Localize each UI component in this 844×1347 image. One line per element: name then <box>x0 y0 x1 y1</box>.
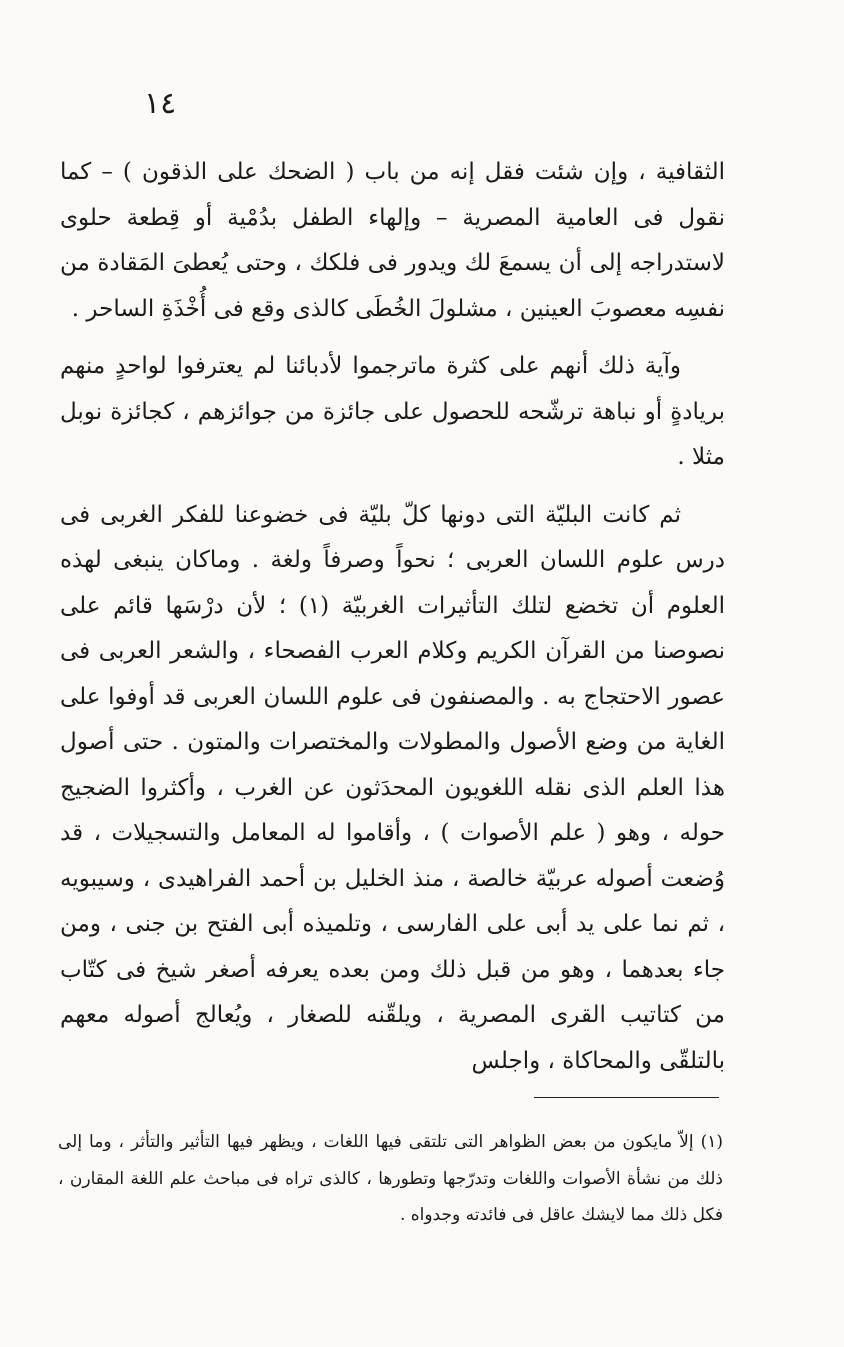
footnote <box>58 1124 723 1234</box>
paragraph: الثقافية ، وإن شئت فقل إنه من باب ( الضحك على الذقون ) – كما نقول فى العامية المصرية – وإلهاء الطفل بدُمْية أو قِطعة حلوى لاستدراجه إلى أن يسمعَ لك ويدور فى فلكك ، وحتى يُعطىَ المَقادة من نفسِه معصوبَ العينين ، مشلولَ الخُطَى كالذى وقع فى أُخْذَةِ الساحر . <box>60 159 725 322</box>
footnote-separator <box>534 1097 719 1098</box>
page-number: ١٤ <box>144 86 177 121</box>
paragraph: وآية ذلك أنهم على كثرة ماترجموا لأدبائنا لم يعترفوا لواحدٍ منهم بريادةٍ أو نباهة ترشّحه للحصول على جائزة من جوائزهم ، كجائزة نوبل مثلا . <box>60 353 725 470</box>
footnote-text: (١) إلاّ مايكون من بعض الظواهر التى تلتقى فيها اللغات ، ويظهر فيها التأثير والتأثر ، وما إلى ذلك من نشأة الأصوات واللغات وتدرّجها وتطورها ، كالذى تراه فى مباحث علم اللغة المقارن ، فكل ذلك مما لايشك عاقل فى فائدته وجدواه . <box>58 1132 723 1225</box>
paragraph: ثم كانت البليّة التى دونها كلّ بليّة فى خضوعنا للفكر الغربى فى درس علوم اللسان العربى ؛ نحواً وصرفاً ولغة . وماكان ينبغى لهذه العلوم أن تخضع لتلك التأثيرات الغربيّة (١) ؛ لأن درْسَها قائم على نصوصنا من القرآن الكريم وكلام العرب الفصحاء ، والشعر العربى فى عصور الاحتجاج به . والمصنفون فى علوم اللسان العربى قد أوفوا على الغاية من وضع الأصول والمطولات والمختصرات والمتون . حتى أصول هذا العلم الذى نقله اللغويون المحدَثون عن الغرب ، وأكثروا الضجيج حوله ، وهو ( علم الأصوات ) ، وأقاموا له المعامل والتسجيلات ، قد وُضعت أصوله عربيّة خالصة ، منذ الخليل بن أحمد الفراهيدى ، وسيبويه ، ثم نما على يد أبى على الفارسى ، وتلميذه أبى الفتح بن جنى ، ومن جاء بعدهما ، وهو من قبل ذلك ومن بعده يعرفه أصغر شيخ فى كتّاب من كتاتيب القرى المصرية ، ويلقّنه للصغار ، ويُعالج أصوله معهم بالتلقّى والمحاكاة ، واجلس <box>60 501 725 1074</box>
main-text <box>60 150 725 1084</box>
